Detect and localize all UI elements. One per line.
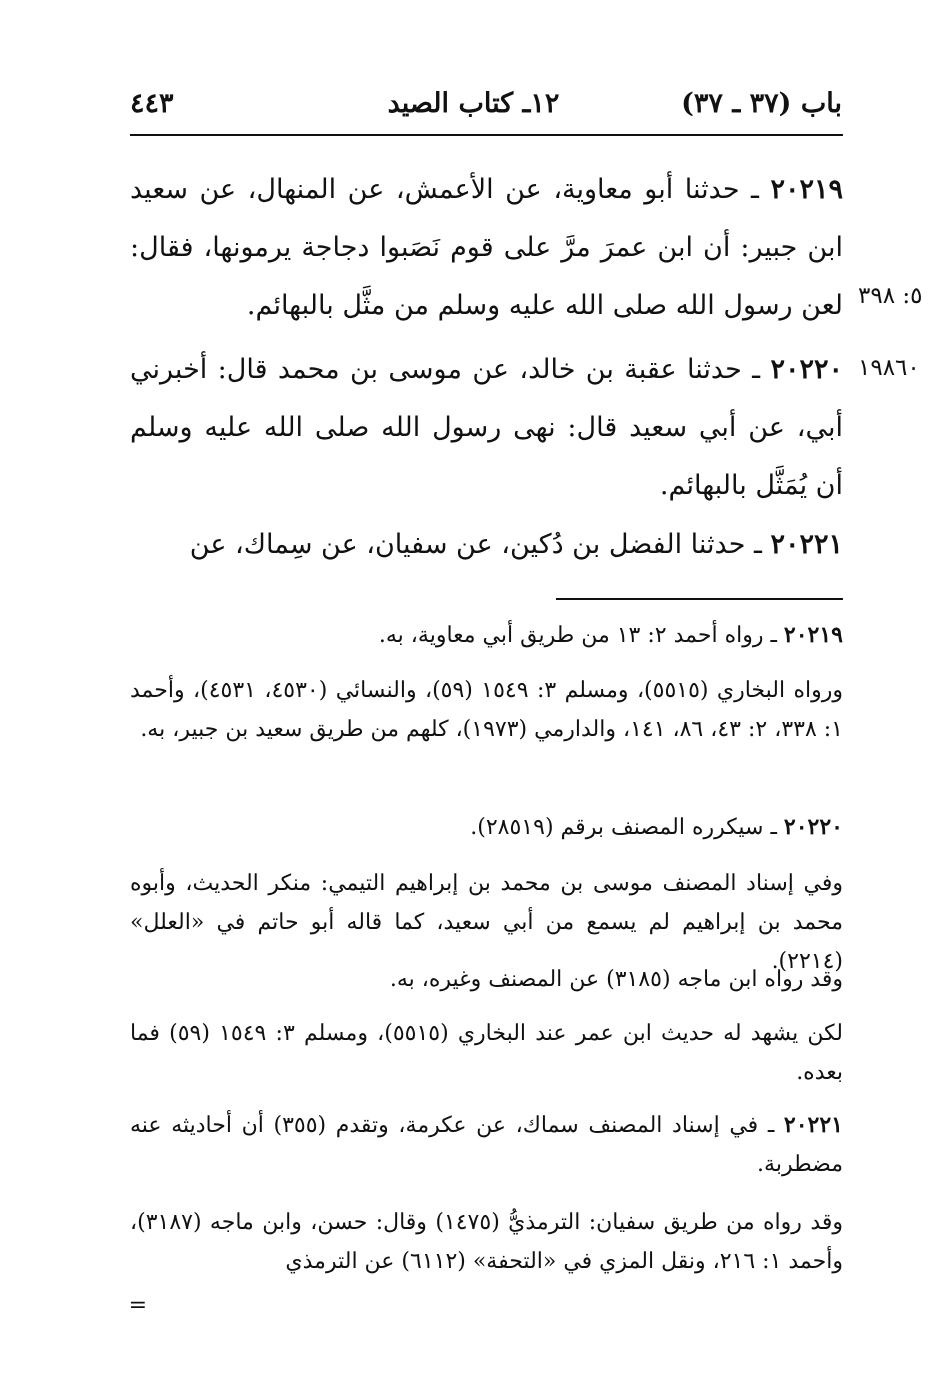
footnote-text: وقد رواه من طريق سفيان: الترمذيُّ (١٤٧٥) وقال: حسن، وابن ماجه (٣١٨٧)، وأحمد ١: ٢١٦، ونقل المزي في «التحفة» (٦١١٢) عن الترمذي [130, 1210, 844, 1274]
footnote-number: ٢٠٢٢٠ [783, 814, 843, 840]
footnote-text: لكن يشهد له حديث ابن عمر عند البخاري (٥٥١٥)، ومسلم ٣: ١٥٤٩ (٥٩) فما بعده. [130, 1021, 843, 1085]
margin-reference: ١٩٨٦٠ [858, 355, 920, 381]
footnote-20219 [130, 616, 843, 655]
footnote-text: ـ في إسناد المصنف سماك، عن عكرمة، وتقدم (٣٥٥) أن أحاديثه عنه مضطربة. [130, 1113, 843, 1177]
footnote-text: وقد رواه ابن ماجه (٣١٨٥) عن المصنف وغيره، به. [389, 967, 843, 992]
footnote-paragraph [130, 671, 843, 749]
footnote-number: ٢٠٢١٩ [783, 622, 843, 648]
footnote-20220 [130, 808, 843, 847]
hadith-text: ـ حدثنا أبو معاوية، عن الأعمش، عن المنهال، عن سعيد ابن جبير: أن ابن عمرَ مرَّ على قوم نَصَبوا دجاجة يرمونها، فقال: لعن رسول الله صلى الله عليه وسلم من مثَّل بالبهائم. [130, 174, 843, 321]
footnote-text: ورواه البخاري (٥٥١٥)، ومسلم ٣: ١٥٤٩ (٥٩)، والنسائي (٤٥٣٠، ٤٥٣١)، وأحمد ١: ٣٣٨، ٢: ٤٣، ٨٦، ١٤١، والدارمي (١٩٧٣)، كلهم من طريق سعيد بن جبير، به. [130, 678, 843, 742]
footnote-number: ٢٠٢٢١ [783, 1112, 843, 1138]
book-title: ١٢ـ كتاب الصيد [387, 88, 560, 119]
continuation-mark: = [128, 1293, 147, 1318]
hadith-20220 [130, 341, 843, 515]
footnote-text: ـ رواه أحمد ٢: ١٣ من طريق أبي معاوية، به. [378, 623, 784, 648]
margin-reference: ٥: ٣٩٨ [858, 283, 923, 309]
hadith-number: ٢٠٢٢١ [770, 529, 843, 560]
page-number: ٤٤٣ [130, 88, 174, 119]
hadith-number: ٢٠٢٢٠ [770, 354, 843, 385]
footnote-paragraph [130, 960, 843, 999]
footnote-paragraph [130, 1203, 843, 1281]
hadith-number: ٢٠٢١٩ [770, 174, 843, 205]
hadith-text: ـ حدثنا عقبة بن خالد، عن موسى بن محمد قال: أخبرني أبي، عن أبي سعيد قال: نهى رسول الله صلى الله عليه وسلم أن يُمَثَّل بالبهائم. [130, 354, 843, 501]
header-rule [130, 134, 843, 136]
footnote-text: وفي إسناد المصنف موسى بن محمد بن إبراهيم التيمي: منكر الحديث، وأبوه محمد بن إبراهيم لم يسمع من أبي سعيد، كما قاله أبو حاتم في «العلل» (٢٢١٤). [130, 871, 843, 974]
footnote-text: ـ سيكرره المصنف برقم (٢٨٥١٩). [470, 815, 784, 840]
hadith-20219 [130, 161, 843, 335]
hadith-20221 [130, 516, 843, 574]
hadith-text: ـ حدثنا الفضل بن دُكين، عن سفيان، عن سِماك، عن [189, 529, 771, 560]
footnote-paragraph [130, 1014, 843, 1092]
footnote-20221 [130, 1106, 843, 1184]
chapter-heading: باب (٣٧ ـ ٣٧) [681, 88, 842, 119]
footnote-rule [556, 598, 843, 600]
